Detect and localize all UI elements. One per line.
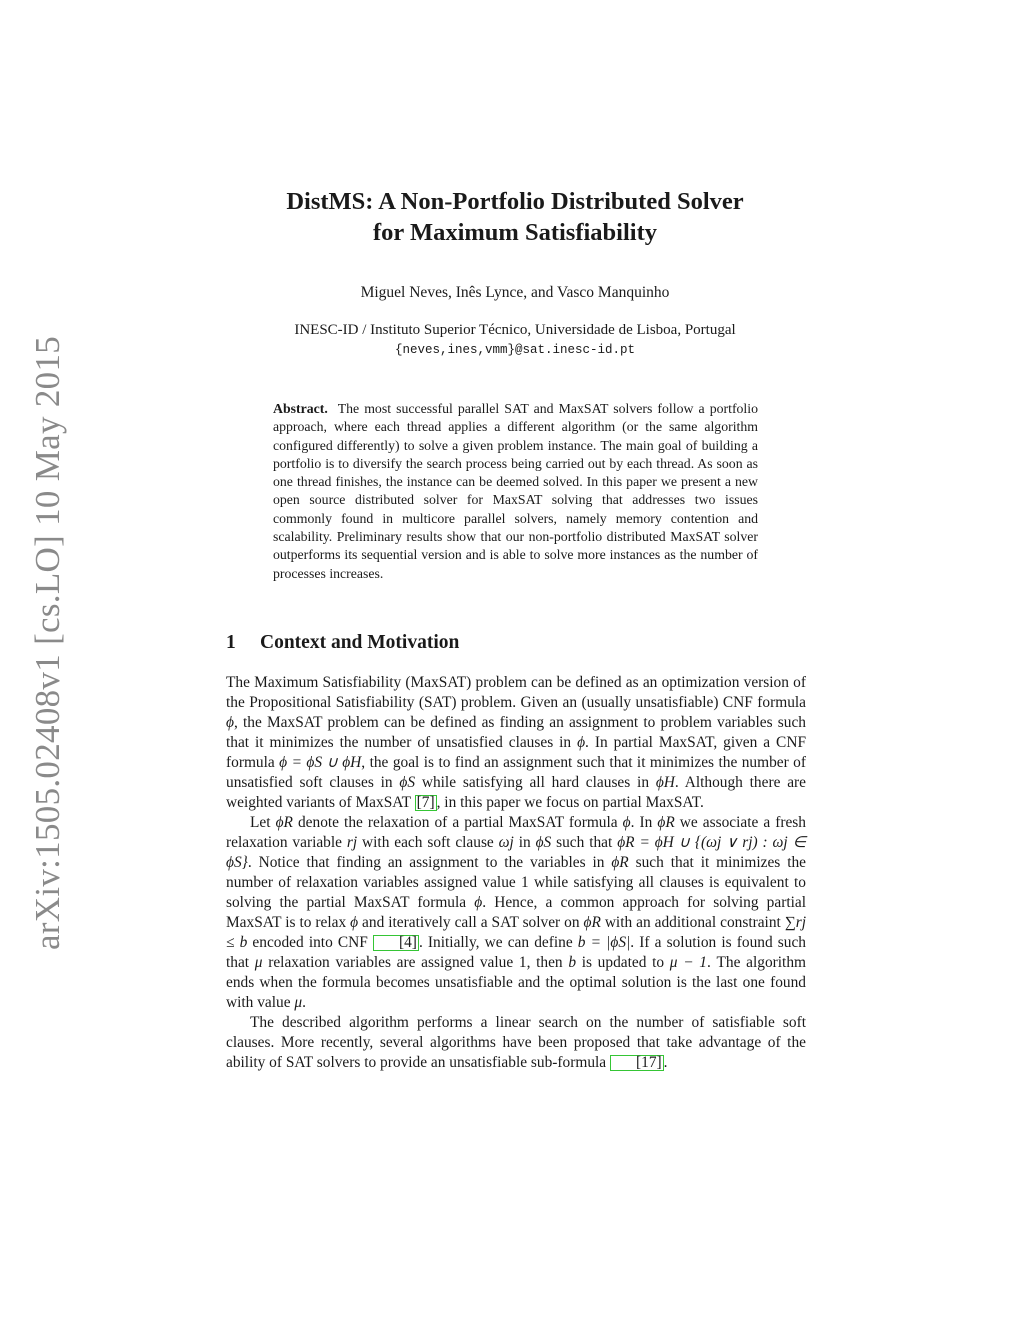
text-run: . If a solution is found such that <box>226 934 806 971</box>
text-run: . Notice that finding an assignment to the variables in <box>247 854 612 871</box>
text-run: . In <box>630 814 658 831</box>
math-symbol: ϕR <box>583 914 601 931</box>
text-run: denote the relaxation of a partial MaxSAT formula <box>292 814 623 831</box>
text-run: such that <box>551 834 618 851</box>
citation-link[interactable]: [17] <box>610 1055 664 1071</box>
section-title: Context and Motivation <box>260 632 460 653</box>
affiliation: INESC-ID / Instituto Superior Técnico, Universidade de Lisboa, Portugal <box>294 322 736 338</box>
paragraph-3 <box>226 1013 806 1073</box>
text-run: . The algorithm ends when the formula becomes unsatisfiable and the optimal solution is the last one found with value <box>226 954 806 1011</box>
text-run: The Maximum Satisfiability (MaxSAT) problem can be defined as an optimization version of the Propositional Satisfiability (SAT) problem. Given an (usually unsatisfiable) CNF formula <box>226 674 806 711</box>
paragraph-1 <box>226 673 806 813</box>
text-run: Let <box>250 814 276 831</box>
math-equation: ϕ = ϕS ∪ ϕH <box>279 754 362 771</box>
author-list: Miguel Neves, Inês Lynce, and Vasco Manquinho <box>360 284 670 301</box>
arxiv-identifier-stamp <box>8 335 88 951</box>
text-run: , the MaxSAT problem can be defined as finding an assignment to problem variables such that it minimizes the number of unsatisfied clauses in <box>226 714 806 751</box>
paragraph-2 <box>226 813 806 1013</box>
abstract-text: The most successful parallel SAT and MaxSAT solvers follow a portfolio approach, where each thread applies a different algorithm (or the same algorithm configured differently) to solve a given problem instance. The main goal of building a portfolio is to diversify the search process being carried out by each thread. As soon as one thread finishes, the instance can be deemed solved. In this paper we present a new open source distributed solver for MaxSAT solving that addresses two issues commonly found in multicore parallel solvers, namely memory contention and scalability. Preliminary results show that our non-portfolio distributed MaxSAT solver outperforms its sequential version and is able to solve more instances as the number of processes increases. <box>273 401 758 581</box>
math-symbol: ϕR <box>275 814 293 831</box>
math-symbol: ωj <box>498 834 514 851</box>
math-symbol: ϕS <box>535 834 552 851</box>
math-symbol: ϕ <box>350 914 359 931</box>
text-run: relaxation variables are assigned value 1, then <box>262 954 569 971</box>
text-run: . Hence, a common approach for solving partial MaxSAT is to relax <box>226 894 806 931</box>
text-run: . <box>663 1054 668 1071</box>
math-symbol: ϕ <box>226 714 234 731</box>
text-run: while satisfying all hard clauses in <box>415 774 656 791</box>
text-run: The described algorithm performs a linear search on the number of satisfiable soft clauses. More recently, several algorithms have been proposed that take advantage of the ability of SAT solvers to provide an unsatisfiable sub-formula <box>226 1014 806 1071</box>
citation-link[interactable]: [4] <box>373 935 419 951</box>
math-symbol: μ <box>254 954 263 971</box>
math-equation: b = |ϕS| <box>577 934 631 951</box>
text-run: , in this paper we focus on partial MaxSAT. <box>436 794 704 811</box>
abstract <box>273 400 758 583</box>
math-symbol: ϕ <box>474 894 483 911</box>
section-number: 1 <box>226 632 236 653</box>
text-run: in <box>513 834 536 851</box>
text-run: we associate a fresh relaxation variable <box>226 814 806 851</box>
math-symbol: b <box>568 954 577 971</box>
text-run: and iteratively call a SAT solver on <box>358 914 584 931</box>
text-run: , the goal is to find an assignment such that it minimizes the number of unsatisfied soft clauses in <box>226 754 807 791</box>
math-symbol: ϕR <box>657 814 675 831</box>
math-symbol: ϕS <box>399 774 416 791</box>
text-run: . <box>302 994 306 1011</box>
text-run: . Although there are weighted variants of MaxSAT <box>226 774 807 811</box>
citation-link[interactable]: [7] <box>416 794 435 811</box>
section-body <box>226 673 806 1073</box>
arxiv-stamp-text: arXiv:1505.02408v1 [cs.LO] 10 May 2015 <box>28 335 67 951</box>
section-heading <box>226 632 459 654</box>
math-symbol: ϕR <box>611 854 629 871</box>
math-symbol: rj <box>346 834 358 851</box>
text-run: is updated to <box>576 954 670 971</box>
affiliation-block <box>200 320 830 360</box>
paper-title <box>200 186 830 248</box>
math-symbol: μ <box>294 994 303 1011</box>
math-equation: ∑rj ≤ b <box>226 914 807 951</box>
text-run: encoded into CNF <box>247 934 373 951</box>
title-line-1: DistMS: A Non-Portfolio Distributed Solver <box>286 188 744 215</box>
abstract-label: Abstract. <box>273 401 328 416</box>
math-equation: ϕR = ϕH ∪ {(ωj ∨ rj) : ωj ∈ ϕS} <box>226 834 806 871</box>
title-line-2: for Maximum Satisfiability <box>372 219 657 246</box>
math-symbol: ϕ <box>622 814 631 831</box>
math-symbol: ϕ <box>577 734 586 751</box>
text-run: with an additional constraint <box>600 914 785 931</box>
text-run: with each soft clause <box>357 834 499 851</box>
math-equation: μ − 1 <box>669 954 707 971</box>
text-run: . In partial MaxSAT, given a CNF formula <box>226 734 806 771</box>
author-email: {neves,ines,vmm}@sat.inesc-id.pt <box>394 343 636 357</box>
text-run: such that it minimizes the number of relaxation variables assigned value 1 while satisfying all clauses is equivalent to solving the partial MaxSAT formula <box>226 854 806 911</box>
math-symbol: ϕH <box>655 774 675 791</box>
text-run: . Initially, we can define <box>418 934 578 951</box>
